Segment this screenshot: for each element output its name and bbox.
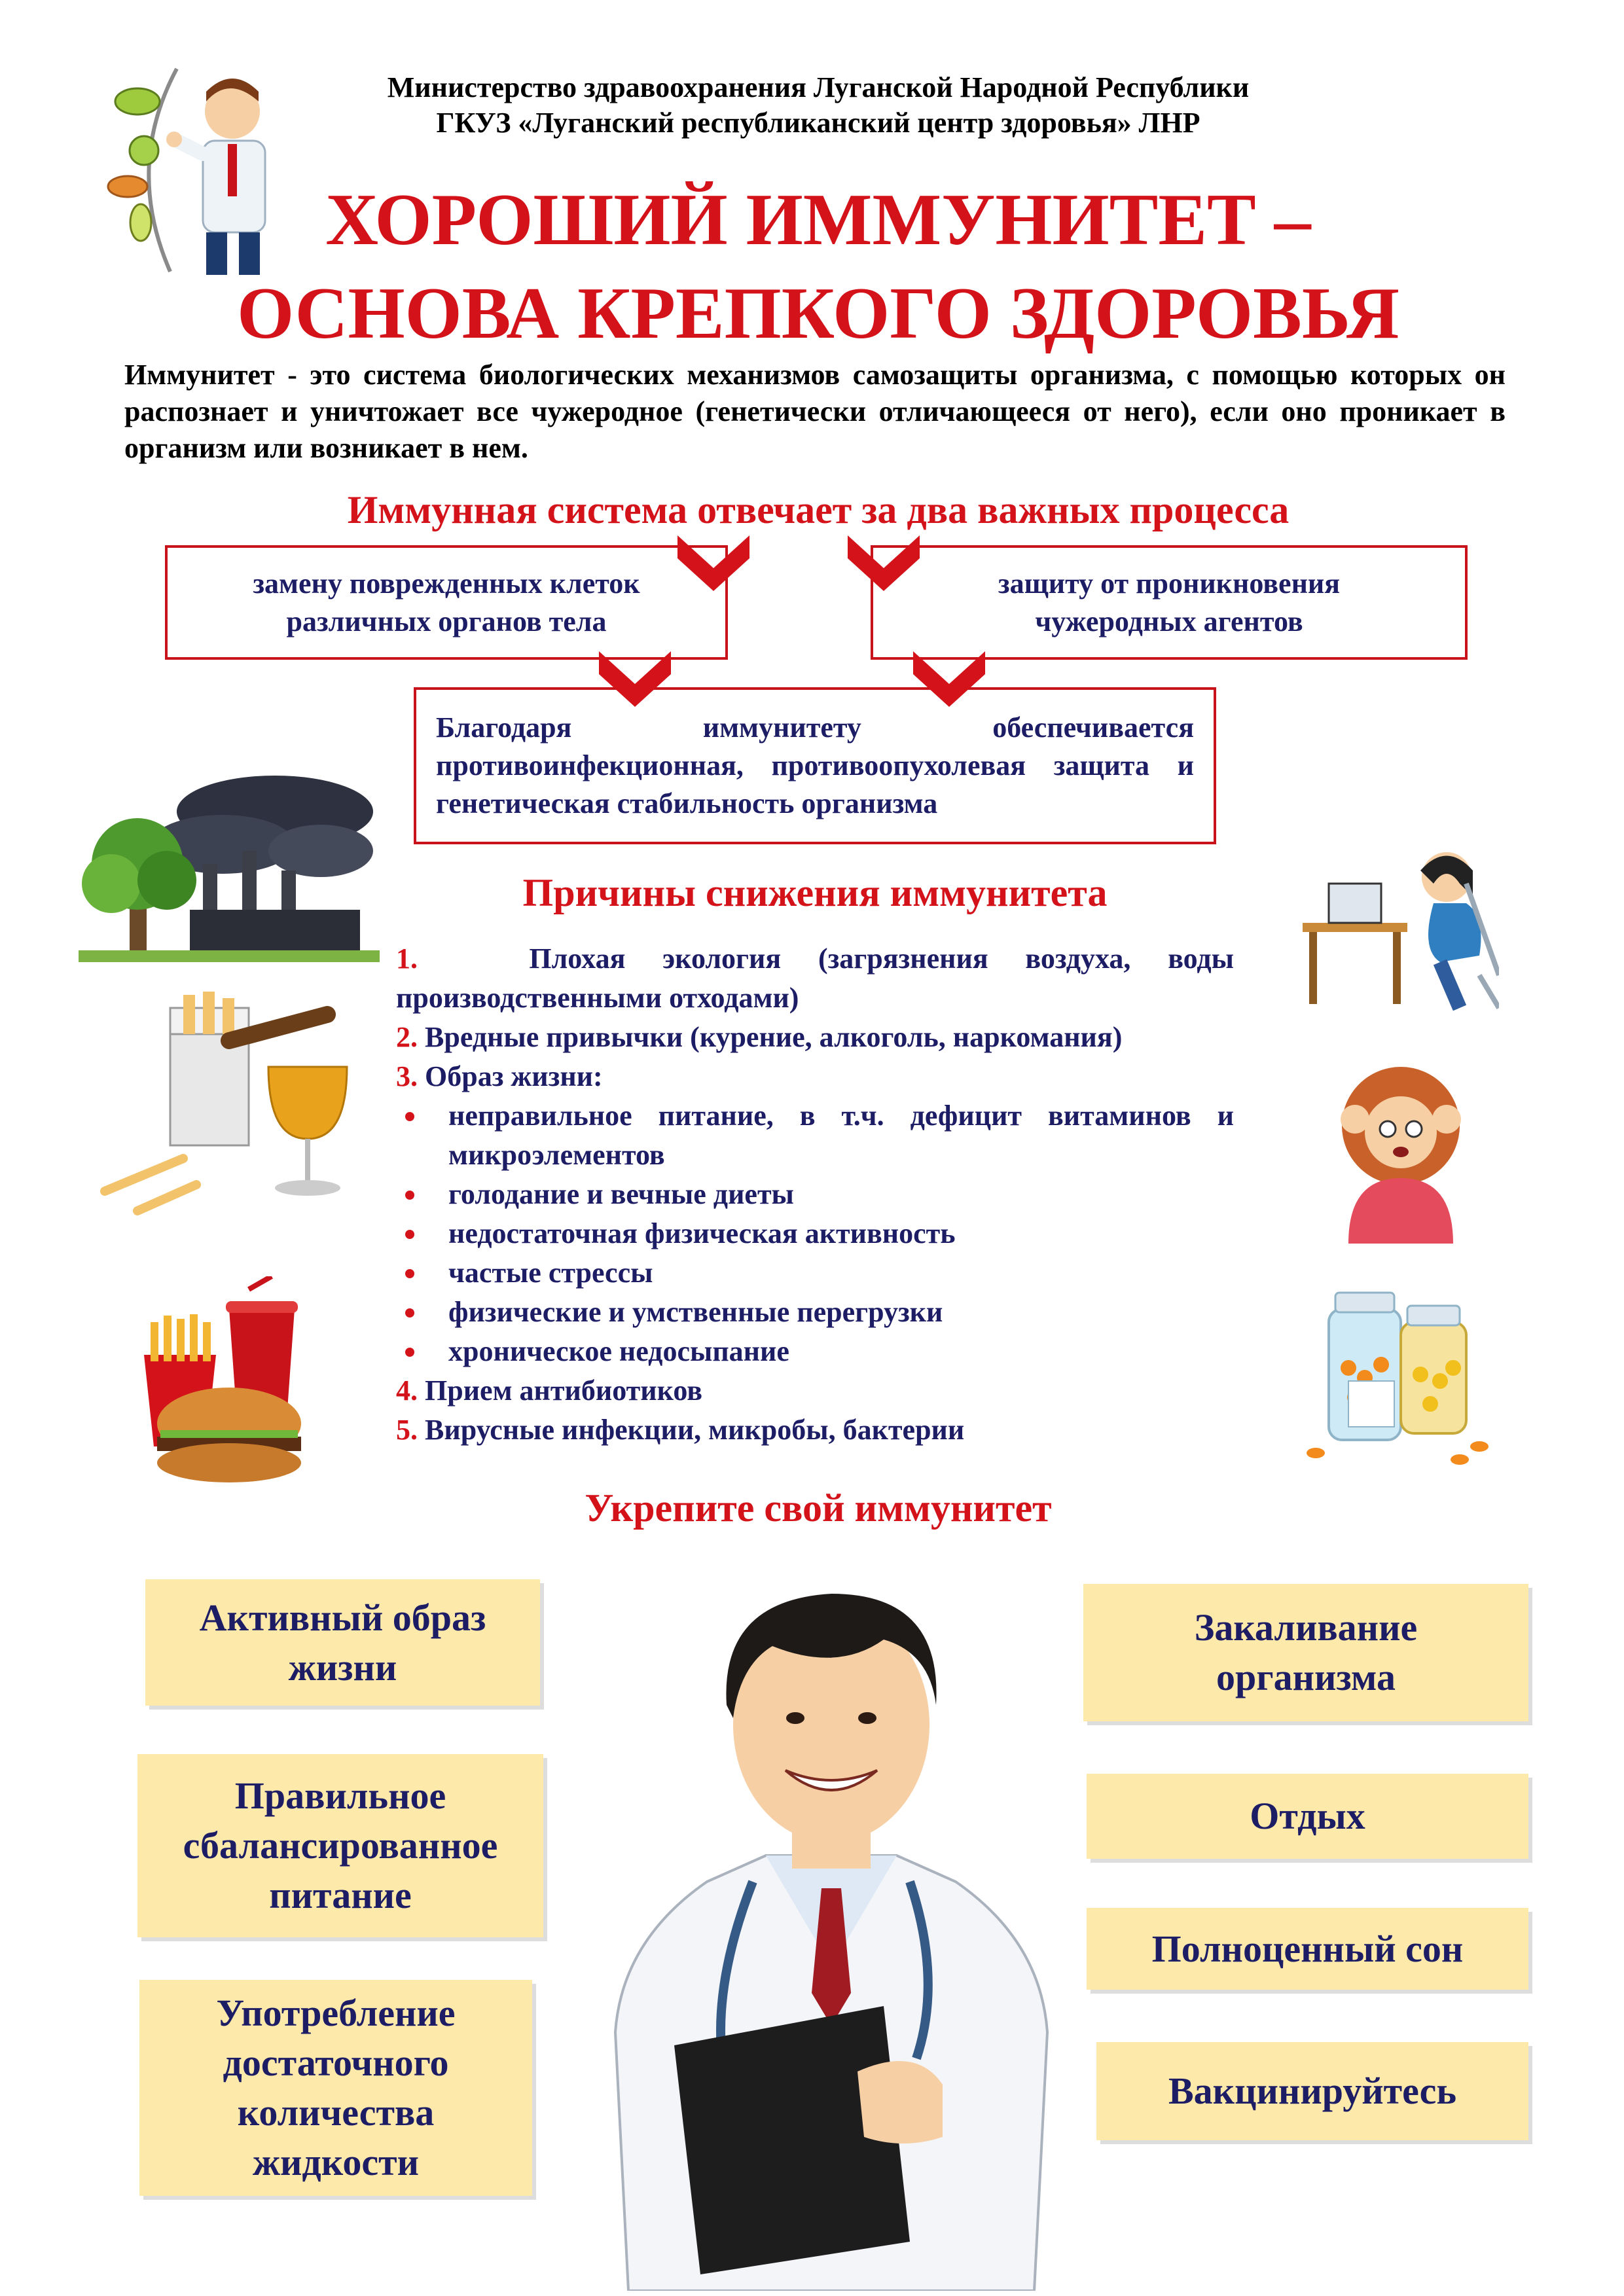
fast-food-illustration (131, 1276, 327, 1486)
box-immunity-result (414, 687, 1216, 844)
cigarettes-alcohol-illustration (98, 988, 373, 1224)
causes-heading: Причины снижения иммунитета (522, 871, 1108, 914)
list-item: 4. Прием антибиотиков (396, 1374, 703, 1407)
pollution-illustration (79, 772, 380, 962)
doctor-illustration (576, 1574, 1087, 2291)
tip-box-active-lifestyle: Активный образ жизни (145, 1579, 540, 1706)
strengthen-heading: Укрепите свой иммунитет (585, 1486, 1052, 1530)
tip-box-hardening: Закаливание организма (1083, 1584, 1528, 1721)
chevron-down-icon (596, 645, 674, 710)
computer-work-illustration (1303, 844, 1499, 1014)
bullet-item: неправильное питание, в т.ч. дефицит витаминов и микроэлементов (396, 1096, 1234, 1175)
chevron-down-icon (674, 529, 753, 594)
list-item: 2. Вредные привычки (курение, алкоголь, наркомания) (396, 1021, 1123, 1053)
box-cell-repair-line2: различных органов тела (286, 605, 607, 637)
list-item: 1. Плохая экология (загрязнения воздуха, воды производственными отходами) (396, 942, 1235, 1014)
intro-paragraph: Иммунитет - это система биологических механизмов самозащиты организма, с помощью которых он распознает и уничтожает все чужеродное (генетически отличающееся от него), если оно проникает в организм или возникает в нем. (124, 359, 1506, 464)
tip-box-hydration: Употребление достаточного количества жидкости (139, 1980, 532, 2196)
causes-list (396, 939, 1234, 1450)
box-cell-repair (165, 545, 728, 660)
center-name: ГКУЗ «Луганский республиканский центр здоровья» ЛНР (436, 107, 1200, 139)
tip-box-balanced-nutrition: Правильное сбалансированное питание (137, 1754, 543, 1937)
tip-box-vaccinate: Вакцинируйтесь (1096, 2042, 1528, 2140)
box-immunity-result-text: Благодаря иммунитету обеспечивается противоинфекционная, противоопухолевая защита и генетическая стабильность организма (436, 711, 1194, 819)
bullet-item: частые стрессы (396, 1253, 1234, 1293)
box-protection-line2: чужеродных агентов (1035, 605, 1303, 637)
box-cell-repair-line1: замену поврежденных клеток (253, 567, 640, 600)
box-protection-line1: защиту от проникновения (998, 567, 1341, 600)
chevron-down-icon (844, 529, 923, 594)
bullet-item: голодание и вечные диеты (396, 1175, 1234, 1214)
page-title-line-2: ОСНОВА КРЕПКОГО ЗДОРОВЬЯ (237, 273, 1399, 354)
list-item: 5. Вирусные инфекции, микробы, бактерии (396, 1414, 965, 1446)
tip-box-rest: Отдых (1087, 1774, 1528, 1859)
page-title-line-1: ХОРОШИЙ ИММУНИТЕТ – (325, 179, 1311, 260)
stressed-woman-illustration (1309, 1047, 1492, 1244)
bullet-item: недостаточная физическая активность (396, 1214, 1234, 1253)
chevron-down-icon (910, 645, 988, 710)
ministry-name: Министерство здравоохранения Луганской Народной Республики (387, 71, 1250, 103)
box-protection (871, 545, 1468, 660)
pills-illustration (1303, 1283, 1499, 1473)
immune-heading: Иммунная система отвечает за два важных процесса (347, 488, 1290, 531)
tip-box-sleep: Полноценный сон (1087, 1908, 1528, 1990)
lifestyle-bullets (396, 1096, 1234, 1371)
bullet-item: хроническое недосыпание (396, 1332, 1234, 1371)
bullet-item: физические и умственные перегрузки (396, 1293, 1234, 1332)
list-item: 3. Образ жизни: (396, 1060, 603, 1092)
